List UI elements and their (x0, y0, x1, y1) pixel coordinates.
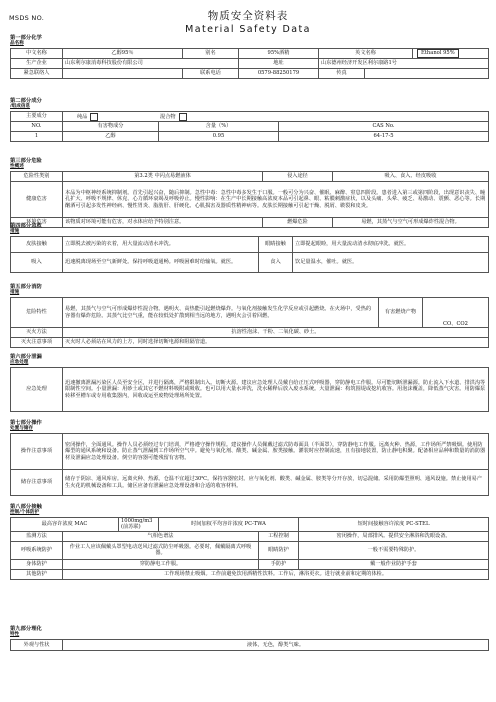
section-3-heading (10, 158, 42, 170)
other-protection-value: 工作现场禁止吸烟。工作前避免饮用酒精性饮料。工作后，淋浴更衣。进行就业前和定期的体检。 (63, 569, 489, 579)
emergency-contact-label: 紧急联络人 (11, 69, 63, 79)
section-5-subtitle: 措施 (10, 290, 20, 295)
hazard-property-value: 易燃，其蒸气与空气可形成爆炸性混合物。遇明火、高热能引起燃烧爆炸。与氧化剂接触发生化学反应或引起燃烧。在火场中，受热的容器有爆炸危险。其蒸气比空气重，能在较低处扩散到相当远的地方，遇明火会引着回燃。 (63, 298, 379, 328)
inhalation-label: 吸入 (11, 253, 63, 273)
health-hazard-label: 健康危害 (11, 182, 63, 218)
en-name-value (413, 49, 489, 59)
route-label: 侵入途径 (263, 172, 333, 182)
section-7-heading (10, 420, 42, 432)
respiratory-protection-label: 呼吸系统防护 (11, 541, 63, 559)
health-hazard-value: 本品为中枢神经系统抑制剂。首先引起兴奋，随后抑制。急性中毒：急性中毒多发生于口服。一般可分为兴奋、催眠、麻醉、窒息四阶段。患者进入第三或第四阶段，出现意识丧失、瞳孔扩大、呼吸不规律、休克、心力循环衰竭及呼吸停止。慢性影响：在生产中长期接触高浓度本品可引起鼻、眼、粘膜刺激症状，以及头痛、头晕、疲乏、易激动、震颤、恶心等。长期酗酒可引起多发性神经病、慢性胃炎、脂肪肝、肝硬化、心肌损害及器质性精神病等。皮肤长期接触可引起干燥、脱屑、皲裂和皮炎。 (63, 182, 489, 218)
section-1-table (10, 48, 489, 79)
section-8-subtitle: 控制/个体防护 (10, 510, 40, 515)
section-6-table (10, 367, 489, 412)
extinguish-method-label: 灭火方法 (11, 328, 63, 338)
section-4-subtitle: 措施 (10, 229, 20, 234)
section-3-table (10, 171, 489, 228)
storage-note-label: 储存注意事项 (11, 470, 63, 496)
inhalation-value: 迅速脱离现场至空气新鲜处。保持呼吸道通畅。呼吸困难时给输氧。就医。 (63, 253, 259, 273)
section-1-heading (10, 35, 42, 47)
hand-protection-value: 戴一般作业防护手套 (299, 559, 489, 569)
section-6-subtitle: 应急处理 (10, 360, 29, 365)
mixture-label: 混合物 (160, 114, 176, 120)
row-cas: 64-17-5 (279, 132, 489, 142)
msds-number: MSDS NO. (9, 14, 45, 22)
section-6-heading (10, 354, 42, 366)
mac-value: 1000mg/m3 (前苏联) (119, 518, 159, 532)
col-cas: CAS No. (279, 122, 489, 132)
section-1-subtitle: 品名称 (10, 41, 24, 46)
section-8-title: 第八部分接触 (10, 504, 42, 510)
eye-protection-value: 一般不需要特殊防护。 (299, 541, 489, 559)
producer-value: 山东利尔康消毒科技股份有限公司 (63, 59, 239, 69)
component-type (63, 112, 489, 122)
cn-name-value: 乙醇95％ (63, 49, 183, 59)
eye-contact-label: 眼睛接触 (259, 237, 293, 253)
eye-contact-value: 立即提起眼睑，用大量流动清水彻底冲洗。就医。 (293, 237, 489, 253)
env-hazard-label: 环境危害 (11, 218, 63, 228)
cn-name-label: 中文名称 (11, 49, 63, 59)
section-4-heading (10, 223, 42, 235)
monitor-method-value: 气相色谱法 (63, 531, 259, 541)
ingestion-value: 饮足量温水，催吐。就医。 (293, 253, 489, 273)
mixture-checkbox[interactable] (179, 113, 187, 121)
col-hazardous-component: 有害物成分 (63, 122, 159, 132)
section-8-heading (10, 504, 42, 516)
engineering-control-label: 工程控制 (259, 531, 299, 541)
section-9-title: 第九部分理化 (10, 626, 42, 632)
other-protection-label: 其他防护 (11, 569, 63, 579)
env-hazard-value: 该物质对环境可能有危害，对水体应给予特别注意。 (63, 218, 263, 228)
route-value: 吸入、食入、经皮吸收 (333, 172, 489, 182)
skin-contact-label: 皮肤接触 (11, 237, 63, 253)
emergency-handling-value: 迅速撤离泄漏污染区人员至安全区，并进行隔离，严格限制出入。切断火源。建议应急处理人员戴自给正压式呼吸器，穿防静电工作服。尽可能切断泄漏源。防止流入下水道、排洪沟等限制性空间。小量泄漏：用砂土或其它不燃材料吸附或吸收。也可以用大量水冲洗，洗水稀释后放入废水系统。大量泄漏：构筑围堤或挖坑收容。用泡沫覆盖，降低蒸气灾害。用防爆泵转移至槽车或专用收集器内，回收或运至废物处理场所处置。 (63, 368, 489, 412)
section-2-heading (10, 98, 42, 110)
engineering-control-value: 密闭操作，局部排风。提供安全淋浴和洗眼设备。 (299, 531, 489, 541)
body-protection-label: 身体防护 (11, 559, 63, 569)
monitor-method-label: 监测方法 (11, 531, 63, 541)
section-7-table (10, 433, 489, 496)
pure-checkbox[interactable] (90, 113, 98, 121)
section-9-subtitle: 特性 (10, 632, 20, 637)
address-value: 山东德州经济开发区利尔康路1号 (319, 59, 489, 69)
fax-value (365, 69, 489, 79)
fire-hazard-value: 易燃，其蒸气与空气可形成爆炸性混合物。 (333, 218, 489, 228)
mac-label: 最高容许浓度 MAC (11, 518, 119, 532)
section-5-table (10, 297, 489, 348)
stel-label: 短时间接触容许浓度 PC-STEL (299, 518, 489, 532)
eye-protection-label: 眼睛防护 (259, 541, 299, 559)
section-7-title: 第七部分操作 (10, 420, 42, 426)
handling-note-label: 操作注意事项 (11, 434, 63, 470)
hazard-class-value: 第3.2类 中闪点易燃液体 (63, 172, 263, 182)
section-5-heading (10, 284, 42, 296)
title-english: Material Safety Data (185, 24, 311, 35)
section-9-table (10, 639, 489, 651)
row-content: 0.95 (159, 132, 279, 142)
address-label: 地址 (239, 59, 319, 69)
producer-label: 生产企业 (11, 59, 63, 69)
section-8-table (10, 517, 489, 580)
col-no: NO. (11, 122, 63, 132)
hand-protection-label: 手防护 (259, 559, 299, 569)
pure-label: 纯品 (77, 114, 88, 120)
combustion-product-value: CO、CO2 (423, 298, 489, 328)
emergency-handling-label: 应急处理 (11, 368, 63, 412)
section-4-title: 第四部分急救 (10, 223, 42, 229)
section-2-title: 第二部分成分 (10, 98, 42, 104)
phone-label: 联系电话 (183, 69, 239, 79)
phone-value: 0579-88250179 (239, 69, 319, 79)
alias-value: 95%酒精 (239, 49, 319, 59)
hazard-class-label: 危险性类别 (11, 172, 63, 182)
emergency-contact-value (63, 69, 183, 79)
section-4-table (10, 236, 489, 273)
alias-label: 别名 (183, 49, 239, 59)
body-protection-value: 穿防静电工作服。 (63, 559, 259, 569)
firefighting-note-label: 灭火注意事项 (11, 338, 63, 348)
appearance-value: 液体，无色，醇类气味。 (63, 640, 489, 651)
appearance-label: 外观与性状 (11, 640, 63, 651)
skin-contact-value: 立即脱去被污染的衣着，用大量流动清水冲洗。 (63, 237, 259, 253)
hazard-property-label: 危险特性 (11, 298, 63, 328)
firefighting-note-value: 灭火时人必须站在风力的上方，同时选择切断电源和阻隔管道。 (63, 338, 489, 348)
twa-label: 时间加权平均容许浓度 PC-TWA (159, 518, 299, 532)
en-name-label: 英文名称 (319, 49, 413, 59)
respiratory-protection-value: 作业工人应该佩戴头罩型电动送风过滤式防尘呼吸器。必要时，佩戴隔离式呼吸器。 (63, 541, 259, 559)
storage-note-value: 储存于阴凉、通风库房。远离火种、热源。仓温不宜超过30℃。保持容器密封。应与氧化剂、酸类、碱金属、胺类等分开存放，切忌混储。采用防爆型照明、通风设施。禁止使用易产生火花的机械设备和工具。储区应备有泄漏应急处理设备和合适的收容材料。 (63, 470, 489, 496)
en-name-text: Ethanol 95% (417, 49, 459, 57)
section-3-subtitle: 性概述 (10, 164, 24, 169)
handling-note-value: 密闭操作，全面通风。操作人员必须经过专门培训，严格遵守操作规程。建议操作人员佩戴过滤式防毒面具（半面罩），穿防静电工作服。远离火种、热源，工作场所严禁吸烟。使用防爆型的通风系统和设备。防止蒸气泄漏到工作场所空气中。避免与氧化剂、酸类、碱金属、胺类接触。灌装时应控制流速，且有接地装置，防止静电积聚。配备相应品种和数量的消防器材及泄漏应急处理设备。倒空的容器可能残留有害物。 (63, 434, 489, 470)
col-content: 含量（%） (159, 122, 279, 132)
fire-hazard-label: 燃爆危险 (263, 218, 333, 228)
title-chinese: 物质安全资料表 (207, 10, 289, 22)
section-1-title: 第一部分化学 (10, 35, 42, 41)
row-no: 1 (11, 132, 63, 142)
section-2-subtitle: /组成信息 (10, 104, 31, 109)
section-9-heading (10, 626, 42, 638)
row-name: 乙醇 (63, 132, 159, 142)
section-6-title: 第六部分泄漏 (10, 354, 42, 360)
table-row (11, 132, 489, 142)
section-3-title: 第三部分危险 (10, 158, 42, 164)
main-component-label: 主要成分 (11, 112, 63, 122)
fax-label: 传真 (319, 69, 365, 79)
section-7-subtitle: 处置与储存 (10, 426, 33, 431)
section-5-title: 第五部分消防 (10, 284, 42, 290)
section-2-table (10, 111, 489, 142)
ingestion-label: 食入 (259, 253, 293, 273)
combustion-product-label: 有害燃烧产物 (379, 298, 423, 328)
extinguish-method-value: 抗溶性泡沫、干粉、二氧化碳、砂土。 (63, 328, 489, 338)
